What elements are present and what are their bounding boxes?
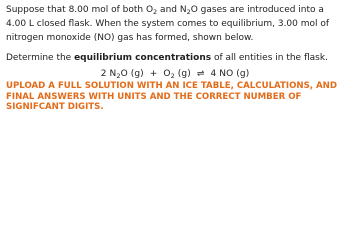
equation-reactant-2: O [163,69,171,79]
equation-reactant-1-rest: O (g) [120,69,144,79]
equation-reactant-2-rest: (g) [174,69,191,79]
task-emphasis: equilibrium concentrations [74,53,212,63]
equation-reactant-2-sub: 2 [170,72,175,80]
subscript-o2: 2 [153,8,158,16]
upload-instructions: UPLOAD A FULL SOLUTION WITH AN ICE TABLE, CALCULATIONS, AND FINAL ANSWERS WITH UNITS AND THE CORRECT NUMBER OF SIGNIFCANT DIGITS. [6,81,338,112]
equation-reactant-1-sub: 2 [116,72,121,80]
chemical-equation [6,68,344,81]
task-statement [6,51,344,65]
problem-intro-part-1: Suppose that 8.00 mol of both O [6,5,154,15]
equation-reactant-1-coef: 2 N [100,69,117,79]
question-text-block [0,0,350,113]
task-part-1: Determine the [6,53,75,63]
problem-intro-part-2: and N [157,5,187,15]
equilibrium-arrow-icon: ⇌ [196,69,205,79]
equation-product: 4 NO (g) [210,69,250,79]
subscript-n2o: 2 [186,8,191,16]
equation-plus: + [149,69,158,79]
task-part-2: of all entities in the flask. [211,53,328,63]
problem-intro-part-3: O gases are introduced into a 4.00 L closed flask. When the system comes to equilibrium, 3.00 mol of nitrogen monoxide (NO) gas has formed, shown below. [6,5,330,43]
problem-statement [6,3,344,45]
